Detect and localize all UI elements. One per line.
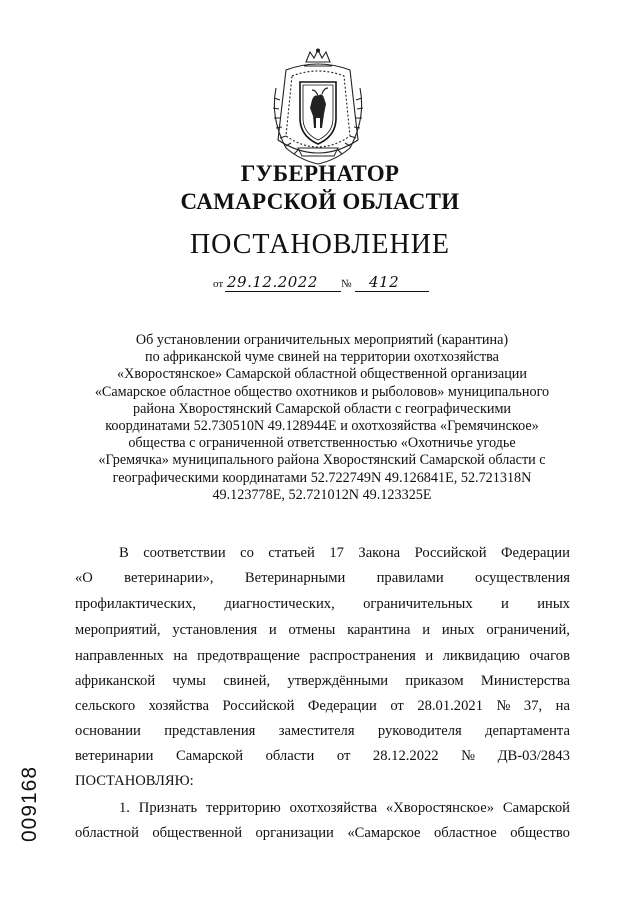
body-word: чумы — [172, 673, 206, 689]
body-word: диагностических, — [224, 596, 335, 612]
body-word: ограничительных — [363, 596, 473, 612]
decree-date: 29.12.2022 — [227, 273, 318, 291]
body-word: и — [422, 622, 431, 638]
body-word: очагов — [529, 648, 570, 664]
body-word: правилами — [376, 570, 444, 586]
body-word: от — [390, 698, 404, 714]
body-word: от — [336, 748, 351, 764]
subject-line: 49.123778E, 52.721012N 49.123325E — [212, 486, 432, 503]
body-word: профилактических, — [75, 596, 197, 612]
body-word: департамента — [485, 723, 570, 739]
body-word: африканской — [75, 673, 156, 689]
body-word: области — [265, 748, 315, 764]
body-word: Федерации — [500, 545, 570, 561]
body-line — [75, 673, 570, 690]
body-word: Федерации — [307, 698, 377, 714]
body-line — [75, 800, 570, 817]
decree-title: ПОСТАНОВЛЕНИЕ — [189, 229, 451, 260]
archive-code-text: 009168 — [18, 765, 42, 843]
governor-title-line1: ГУБЕРНАТОР — [240, 161, 400, 186]
subject-line: «Гремячка» муниципального района Хворостянский Самарской области с — [98, 452, 546, 469]
body-word: отмены — [288, 622, 336, 638]
body-word: Министерства — [480, 673, 570, 689]
body-word: иных — [441, 622, 475, 638]
governor-title-line2: САМАРСКОЙ ОБЛАСТИ — [180, 189, 460, 214]
coat-of-arms-emblem — [262, 48, 374, 168]
body-line — [75, 648, 570, 665]
body-word: 1. — [119, 800, 130, 816]
body-word: общественной — [152, 825, 243, 841]
body-word: «Самарское — [347, 825, 421, 841]
body-word: на — [173, 648, 188, 664]
body-word: распространения — [309, 648, 416, 664]
body-word: 37, — [523, 698, 543, 714]
body-line — [75, 622, 570, 639]
body-word: приказом — [405, 673, 464, 689]
body-word: свиней, — [223, 673, 271, 689]
subject-line: «Самарское областное общество охотников и рыболовов» муниципального — [94, 383, 550, 400]
body-word: 17 — [329, 545, 344, 561]
subject-line: по африканской чуме свиней на территории охотхозяйства — [145, 349, 499, 366]
body-word: организации — [255, 825, 334, 841]
body-word: руководителя — [377, 723, 462, 739]
decree-subject — [72, 332, 572, 504]
body-line — [75, 723, 570, 740]
body-word: ликвидацию — [442, 648, 520, 664]
body-word: сельского — [75, 698, 136, 714]
subject-line: района Хворостянский Самарской области с географическими — [132, 400, 512, 417]
body-word: Ветеринарными — [244, 570, 346, 586]
date-from-label: от — [213, 278, 224, 290]
body-line — [75, 698, 570, 715]
body-word: 28.12.2022 — [372, 748, 439, 764]
subject-line: координатами 52.730510N 49.128944E и охотхозяйства «Гремячинское» — [105, 418, 539, 435]
body-word: общество — [510, 825, 570, 841]
body-word: на — [555, 698, 570, 714]
body-word: Закона — [358, 545, 401, 561]
body-line-resolution: ПОСТАНОВЛЯЮ: — [75, 773, 194, 789]
body-word: Российской — [414, 545, 487, 561]
body-word: В — [119, 545, 129, 561]
decree-number: 412 — [369, 273, 400, 291]
body-line — [75, 596, 570, 613]
body-word: территорию — [205, 800, 281, 816]
body-word: Самарской — [175, 748, 244, 764]
body-word: соответствии — [143, 545, 226, 561]
number-label: № — [341, 278, 352, 290]
body-word: ветеринарии», — [124, 570, 214, 586]
body-line — [75, 570, 570, 587]
body-word: утверждёнными — [287, 673, 389, 689]
archive-code — [14, 760, 54, 850]
subject-line: географическими координатами 52.722749N 49.126841E, 52.721318N — [112, 469, 532, 486]
body-word: областной — [75, 825, 139, 841]
body-line — [75, 825, 570, 842]
body-word: карантина — [347, 622, 411, 638]
body-word: ветеринарии — [75, 748, 154, 764]
body-word: со — [240, 545, 254, 561]
body-word: осуществления — [475, 570, 570, 586]
body-word: Российской — [222, 698, 295, 714]
body-word: статьей — [268, 545, 315, 561]
body-word: иных — [537, 596, 570, 612]
body-line — [75, 748, 570, 765]
body-word: мероприятий, — [75, 622, 161, 638]
body-word: № — [496, 698, 511, 714]
body-word: заместителя — [278, 723, 355, 739]
body-word: установления — [172, 622, 258, 638]
body-word: основании — [75, 723, 141, 739]
body-word: направленных — [75, 648, 164, 664]
body-word: и — [268, 622, 277, 638]
subject-line: общества с ограниченной ответственностью «Охотничье угодье — [128, 435, 516, 452]
subject-line: Об установлении ограничительных мероприятий (карантина) — [135, 332, 509, 348]
body-word: «О — [75, 570, 93, 586]
body-word: и — [425, 648, 434, 664]
body-word: № — [461, 748, 476, 764]
body-word: хозяйства — [148, 698, 209, 714]
body-word: представления — [164, 723, 256, 739]
body-word: ДВ-03/2843 — [497, 748, 570, 764]
body-word: и — [501, 596, 509, 612]
body-word: ограничений, — [486, 622, 570, 638]
body-word: предотвращение — [197, 648, 300, 664]
body-word: 28.01.2021 — [417, 698, 483, 714]
body-word: охотхозяйства — [289, 800, 378, 816]
body-word: Признать — [138, 800, 198, 816]
decree-date-number-line — [213, 272, 433, 294]
body-line — [75, 545, 570, 562]
body-word: Самарской — [502, 800, 570, 816]
body-word: «Хворостянское» — [385, 800, 495, 816]
body-word: областное — [434, 825, 497, 841]
subject-line: «Хворостянское» Самарской областной общественной организации — [117, 366, 527, 383]
